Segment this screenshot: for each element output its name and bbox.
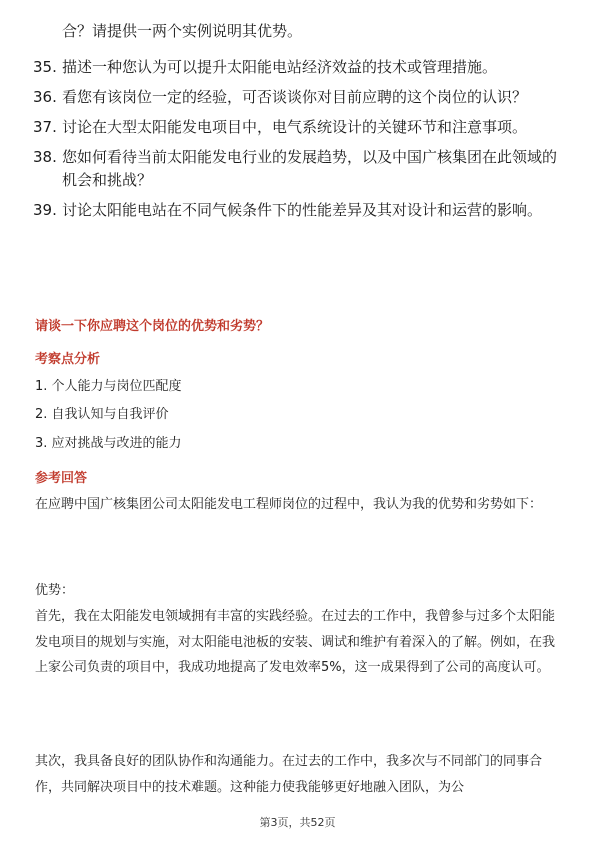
analysis-point: 3. 应对挑战与改进的能力 — [35, 436, 182, 451]
analysis-heading: 考察点分析 — [35, 352, 101, 367]
question-text: 看您有该岗位一定的经验，可否谈谈你对目前应聘的这个岗位的认识？ — [62, 88, 528, 106]
analysis-point: 1. 个人能力与岗位匹配度 — [35, 379, 182, 394]
question-item — [33, 199, 563, 222]
question-text: 您如何看待当前太阳能发电行业的发展趋势，以及中国广核集团在此领域的机会和挑战？ — [62, 148, 558, 189]
page-footer: 第3页，共52页 — [259, 816, 336, 829]
answer-intro: 在应聘中国广核集团公司太阳能发电工程师岗位的过程中，我认为我的优势和劣势如下： — [35, 497, 543, 512]
answer-paragraph: 其次，我具备良好的团队协作和沟通能力。在过去的工作中，我多次与不同部门的同事合作，共同解决项目中的技术难题。这种能力使我能够更好地融入团队，为公 — [35, 754, 543, 795]
question-text: 讨论太阳能电站在不同气候条件下的性能差异及其对设计和运营的影响。 — [62, 201, 543, 219]
question-item — [33, 56, 563, 79]
answer-heading: 参考回答 — [35, 471, 88, 486]
advantage-label: 优势： — [35, 583, 75, 598]
question-item — [33, 86, 563, 109]
question-item — [33, 116, 563, 139]
analysis-point: 2. 自我认知与自我评价 — [35, 407, 169, 422]
continuation-text: 合？请提供一两个实例说明其优势。 — [62, 22, 303, 40]
answer-paragraph: 首先，我在太阳能发电领域拥有丰富的实践经验。在过去的工作中，我曾参与过多个太阳能发电项目的规划与实施，对太阳能电池板的安装、调试和维护有着深入的了解。例如，在我上家公司负责的项目中，我成功地提高了发电效率5%，这一成果得到了公司的高度认可。 — [35, 609, 556, 675]
section-heading: 请谈一下你应聘这个岗位的优势和劣势？ — [35, 319, 270, 334]
question-number: 35. — [33, 58, 57, 76]
question-number: 36. — [33, 88, 57, 106]
question-text: 描述一种您认为可以提升太阳能电站经济效益的技术或管理措施。 — [62, 58, 498, 76]
question-item — [33, 146, 563, 192]
question-list — [33, 56, 563, 229]
question-number: 37. — [33, 118, 57, 136]
question-text: 讨论在大型太阳能发电项目中，电气系统设计的关键环节和注意事项。 — [62, 118, 528, 136]
question-number: 39. — [33, 201, 57, 219]
question-number: 38. — [33, 148, 57, 166]
